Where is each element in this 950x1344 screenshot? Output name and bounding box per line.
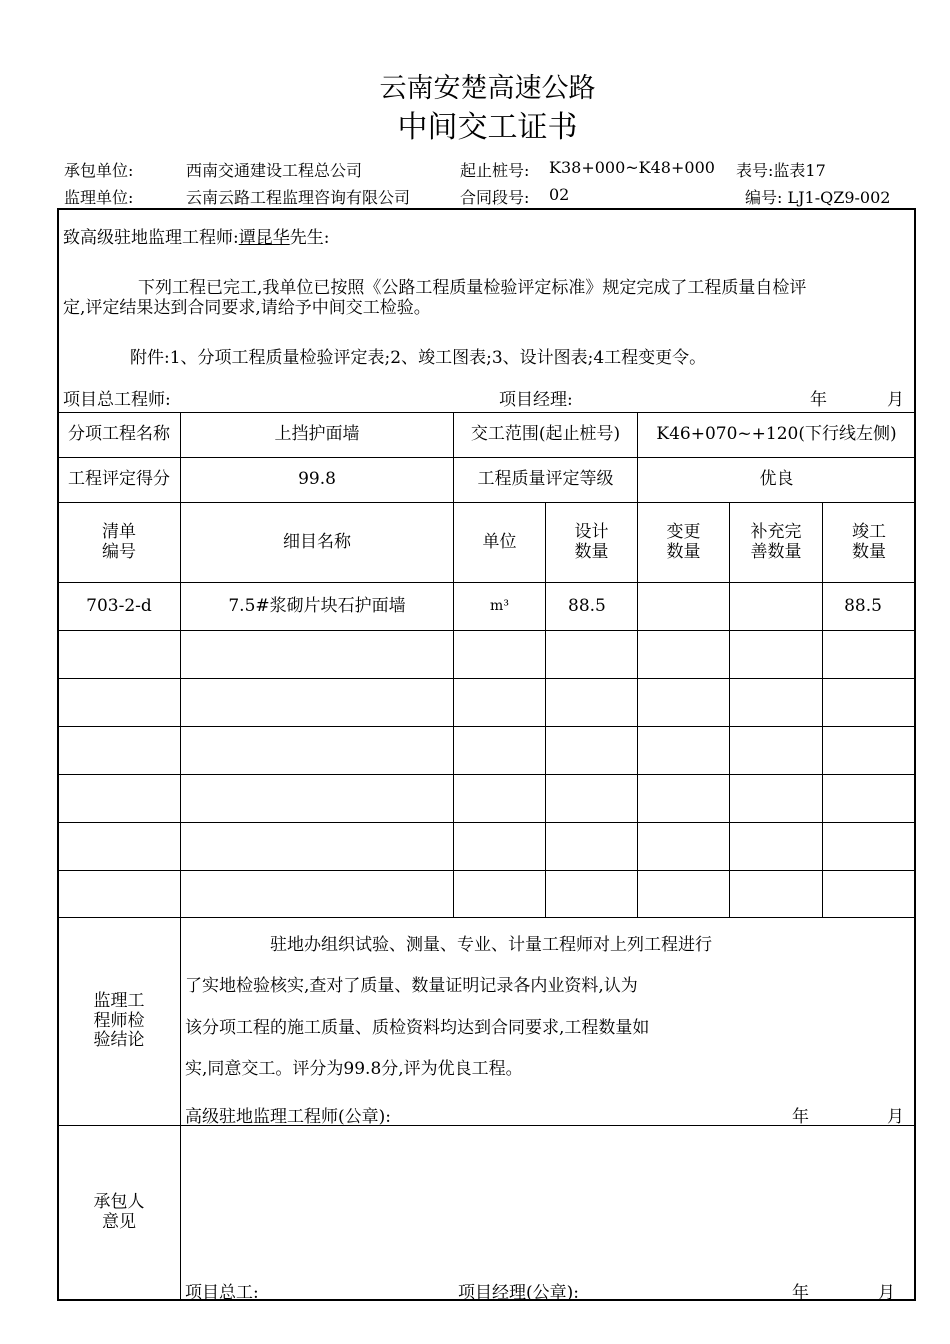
salutation-suffix: 先生:	[289, 228, 330, 248]
header-bill-no: 清单 编号	[102, 521, 136, 562]
opinion-year-label: 年	[792, 1283, 809, 1303]
header-supplement-qty: 补充完 善数量	[750, 521, 802, 562]
divider	[58, 678, 915, 679]
header-change-qty: 变更 数量	[666, 521, 701, 562]
item-name-cell: 7.5#浆砌片块石护面墙	[228, 595, 406, 616]
serial-number: 编号: LJ1-QZ9-002	[745, 188, 891, 207]
header-completed-qty: 竣工 数量	[852, 521, 886, 562]
change-qty-cell	[638, 583, 729, 630]
letter-body-line1: 下列工程已完工,我单位已按照《公路工程质量检验评定标准》规定完成了工程质量自检评	[138, 278, 807, 298]
grade-label: 工程质量评定等级	[477, 469, 614, 490]
conclusion-line3: 该分项工程的施工质量、质检资料均达到合同要求,工程数量如	[185, 1018, 650, 1038]
manager-label: 项目经理:	[499, 390, 573, 410]
header-item-name: 细目名称	[283, 531, 351, 552]
bill-no-cell: 703-2-d	[86, 595, 152, 616]
salutation-prefix: 致高级驻地监理工程师:	[63, 228, 239, 248]
letter-body-line2: 定,评定结果达到合同要求,请给予中间交工检验。	[63, 298, 431, 318]
conclusion-line2: 了实地检验核实,查对了质量、数量证明记录各内业资料,认为	[185, 976, 638, 996]
opinion-manager-label: 项目经理(公章):	[458, 1283, 579, 1303]
salutation	[63, 223, 329, 248]
completed-qty-cell: 88.5	[844, 595, 882, 616]
divider	[58, 870, 915, 871]
range-label: 交工范围(起止桩号)	[470, 424, 621, 445]
supervisor-label: 监理单位:	[64, 188, 134, 207]
conclusion-signer: 高级驻地监理工程师(公章):	[185, 1107, 391, 1127]
document-title: 云南安楚高速公路	[379, 73, 596, 104]
contractor-value: 西南交通建设工程总公司	[186, 161, 363, 180]
form-frame	[57, 208, 916, 1301]
divider	[58, 774, 915, 775]
contract-label: 合同段号:	[460, 188, 530, 207]
conclusion-year-label: 年	[792, 1107, 809, 1127]
conclusion-label: 监理工 程师检 验结论	[93, 991, 145, 1051]
range-value: K46+070~+120(下行线左侧)	[656, 424, 897, 445]
month-label: 月	[887, 390, 904, 410]
divider	[58, 630, 915, 631]
opinion-chief-label: 项目总工:	[185, 1283, 259, 1303]
contractor-label: 承包单位:	[64, 161, 134, 180]
grade-value: 优良	[759, 469, 794, 490]
item-name-value: 上挡护面墙	[274, 424, 360, 445]
chief-engineer-label: 项目总工程师:	[63, 390, 171, 410]
station-label: 起止桩号:	[460, 161, 530, 180]
unit-cell: m³	[490, 598, 509, 615]
supplement-qty-cell	[730, 583, 822, 630]
header-design-qty: 设计 数量	[574, 521, 609, 562]
year-label: 年	[810, 390, 827, 410]
divider	[58, 822, 915, 823]
score-value: 99.8	[298, 469, 336, 490]
conclusion-line1: 驻地办组织试验、测量、专业、计量工程师对上列工程进行	[270, 935, 712, 955]
design-qty-cell: 88.5	[568, 595, 606, 616]
score-label: 工程评定得分	[68, 469, 170, 490]
attachments-text: 附件:1、分项工程质量检验评定表;2、竣工图表;3、设计图表;4工程变更令。	[130, 348, 707, 368]
engineer-name: 谭昆华	[238, 228, 290, 248]
certificate-title: 中间交工证书	[397, 110, 578, 145]
supervisor-value: 云南云路工程监理咨询有限公司	[186, 188, 411, 207]
contract-value: 02	[549, 185, 570, 204]
opinion-label: 承包人 意见	[93, 1192, 145, 1232]
header-unit: 单位	[482, 531, 517, 552]
conclusion-line4: 实,同意交工。评分为99.8分,评为优良工程。	[185, 1059, 523, 1079]
divider	[58, 917, 915, 918]
conclusion-month-label: 月	[887, 1107, 904, 1127]
station-value: K38+000~K48+000	[549, 158, 715, 177]
item-name-label: 分项工程名称	[68, 424, 170, 445]
opinion-month-label: 月	[878, 1283, 895, 1303]
divider	[58, 726, 915, 727]
form-number: 表号:监表17	[736, 161, 826, 180]
